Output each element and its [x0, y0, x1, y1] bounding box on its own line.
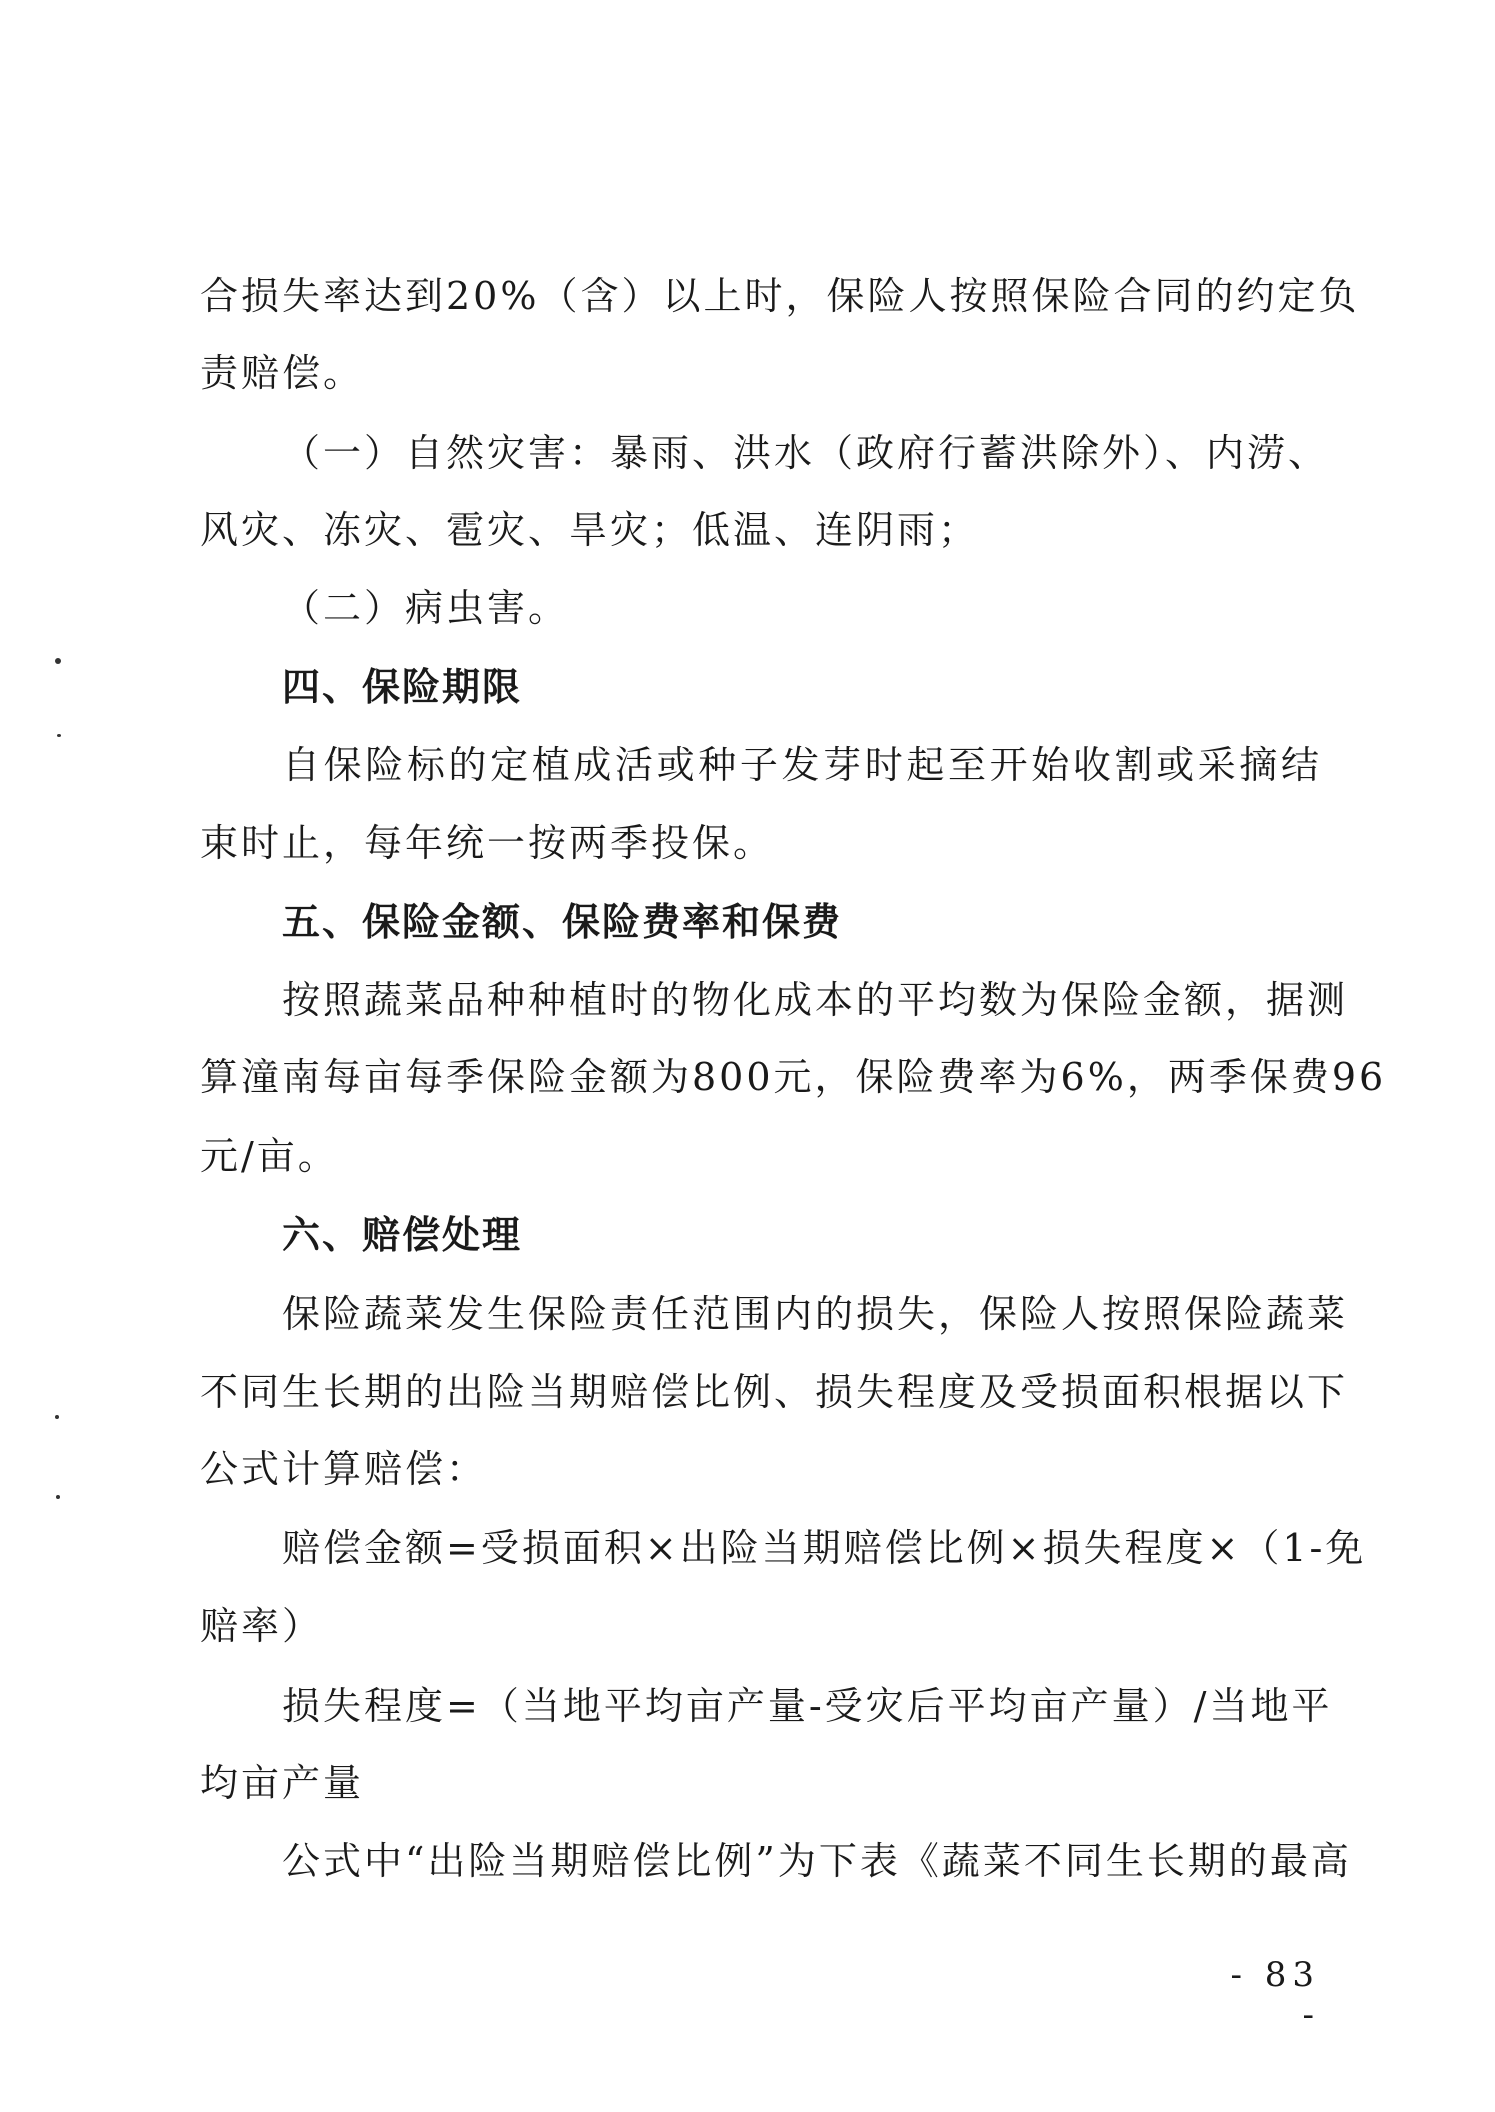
- body-line: 合损失率达到20%（含）以上时，保险人按照保险合同的约定负: [200, 274, 1360, 318]
- list-item-line: （二）病虫害。: [282, 586, 570, 630]
- body-line: 公式计算赔偿：: [200, 1447, 488, 1491]
- body-line: 算潼南每亩每季保险金额为800元，保险费率为6%，两季保费96: [200, 1055, 1387, 1099]
- body-line: 公式中“出险当期赔偿比例”为下表《蔬菜不同生长期的最高: [282, 1839, 1352, 1883]
- formula-line: 损失程度=（当地平均亩产量-受灾后平均亩产量）/当地平: [282, 1684, 1333, 1728]
- scan-speck: [56, 1495, 60, 1499]
- formula-line: 赔率）: [200, 1604, 324, 1648]
- scan-speck: [57, 734, 61, 737]
- scan-speck: [55, 658, 61, 664]
- body-line: 责赔偿。: [200, 351, 365, 395]
- formula-line: 均亩产量: [200, 1761, 365, 1805]
- body-line: 保险蔬菜发生保险责任范围内的损失，保险人按照保险蔬菜: [282, 1292, 1349, 1336]
- body-line: 束时止，每年统一按两季投保。: [200, 821, 775, 865]
- body-line: 不同生长期的出险当期赔偿比例、损失程度及受损面积根据以下: [200, 1370, 1349, 1414]
- section-heading: 四、保险期限: [282, 665, 523, 709]
- section-heading: 六、赔偿处理: [282, 1213, 523, 1257]
- list-item-line: （一）自然灾害：暴雨、洪水（政府行蓄洪除外）、内涝、: [282, 431, 1330, 475]
- section-heading: 五、保险金额、保险费率和保费: [282, 900, 843, 944]
- body-line: 自保险标的定植成活或种子发芽时起至开始收割或采摘结: [282, 743, 1322, 787]
- body-line: 按照蔬菜品种种植时的物化成本的平均数为保险金额，据测: [282, 978, 1349, 1022]
- page-number: - 83 -: [1230, 1955, 1320, 2035]
- formula-line: 赔偿金额=受损面积×出险当期赔偿比例×损失程度×（1-免: [282, 1526, 1367, 1570]
- body-line: 元/亩。: [200, 1134, 339, 1178]
- body-line: 风灾、冻灾、雹灾、旱灾；低温、连阴雨；: [200, 508, 980, 552]
- scan-speck: [55, 1415, 59, 1419]
